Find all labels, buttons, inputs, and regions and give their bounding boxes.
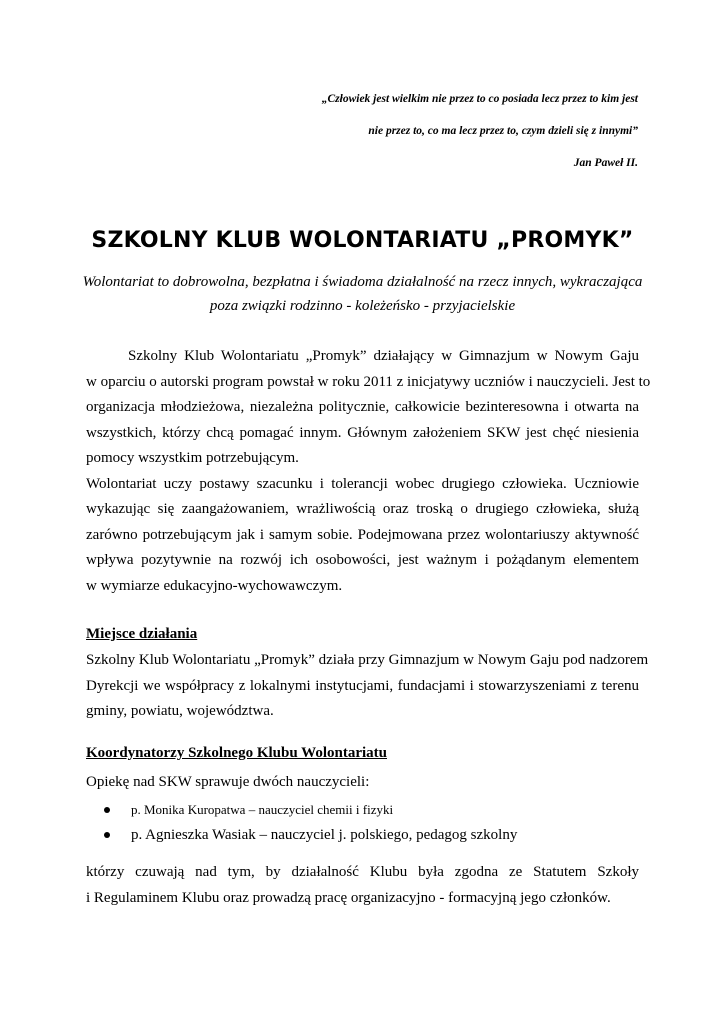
motto-quote bbox=[322, 83, 638, 179]
list-item bbox=[104, 822, 517, 848]
paragraph-line: w wymiarze edukacyjno-wychowawczym. bbox=[86, 577, 343, 594]
coordinators-heading: Koordynatorzy Szkolnego Klubu Wolontariatu bbox=[86, 745, 388, 761]
subtitle bbox=[60, 270, 665, 318]
coordinators-list bbox=[104, 798, 517, 848]
coordinators-intro bbox=[86, 770, 639, 796]
paragraph-line: pomocy wszystkim potrzebującym. bbox=[86, 450, 299, 466]
location-paragraph bbox=[86, 648, 649, 725]
paragraph-line: Opiekę nad SKW sprawuje dwóch nauczycieli: bbox=[86, 774, 370, 790]
intro-paragraph bbox=[86, 344, 651, 599]
paragraph-line: Wolontariat uczy postawy szacunku i tolerancji wobec drugiego człowieka. Uczniowie bbox=[86, 475, 639, 492]
paragraph-line: gminy, powiatu, województwa. bbox=[86, 703, 274, 719]
paragraph-line: organizacja młodzieżowa, niezależna politycznie, całkowicie bezinteresowna i otwarta na bbox=[86, 399, 639, 415]
paragraph-line: wpływa pozytywnie na rozwój ich osobowości, jest ważnym i pożądanym elementem bbox=[86, 552, 639, 568]
list-item-text: p. Agnieszka Wasiak – nauczyciel j. polskiego, pedagog szkolny bbox=[131, 827, 518, 843]
list-item bbox=[104, 798, 517, 822]
quote-line: nie przez to, co ma lecz przez to, czym dzieli się z innymi” bbox=[368, 125, 638, 137]
paragraph-line: i Regulaminem Klubu oraz prowadzą pracę organizacyjno - formacyjną jego członków. bbox=[86, 889, 611, 906]
paragraph-line: Szkolny Klub Wolontariatu „Promyk” działający w Gimnazjum w Nowym Gaju bbox=[128, 348, 639, 364]
paragraph-line: zarówno potrzebującym jak i samym sobie. Podejmowana przez wolontariuszy aktywność bbox=[86, 526, 639, 543]
quote-line: „Człowiek jest wielkim nie przez to co posiada lecz przez to kim jest bbox=[321, 93, 638, 105]
paragraph-line: wykazując się zaangażowaniem, wrażliwością oraz troską o drugiego człowieka, służą bbox=[86, 501, 639, 517]
paragraph-line: którzy czuwają nad tym, by działalność Klubu była zgodna ze Statutem Szkoły bbox=[86, 864, 639, 880]
paragraph-line: wszystkich, którzy chcą pomagać innym. Głównym założeniem SKW jest chęć niesienia bbox=[86, 424, 639, 441]
bullet-icon bbox=[104, 807, 110, 813]
page-title: SZKOLNY KLUB WOLONTARIATU „PROMYK” bbox=[91, 228, 634, 253]
list-item-text: p. Monika Kuropatwa – nauczyciel chemii i fizyki bbox=[131, 802, 394, 817]
paragraph-line: Dyrekcji we współpracy z lokalnymi instytucjami, fundacjami i stowarzyszeniami z terenu bbox=[86, 677, 639, 694]
subtitle-line: poza związki rodzinno - koleżeńsko - przyjacielskie bbox=[209, 298, 516, 314]
coordinators-closing bbox=[86, 860, 639, 911]
paragraph-line: Szkolny Klub Wolontariatu „Promyk” działa przy Gimnazjum w Nowym Gaju pod nadzorem bbox=[86, 652, 649, 668]
bullet-icon bbox=[104, 832, 110, 838]
location-heading: Miejsce działania bbox=[86, 626, 198, 642]
subtitle-line: Wolontariat to dobrowolna, bezpłatna i świadoma działalność na rzecz innych, wykraczająca bbox=[82, 274, 643, 290]
quote-author: Jan Paweł II. bbox=[573, 157, 638, 169]
paragraph-line: w oparciu o autorski program powstał w roku 2011 z inicjatywy uczniów i nauczycieli. Jest to bbox=[86, 373, 651, 390]
